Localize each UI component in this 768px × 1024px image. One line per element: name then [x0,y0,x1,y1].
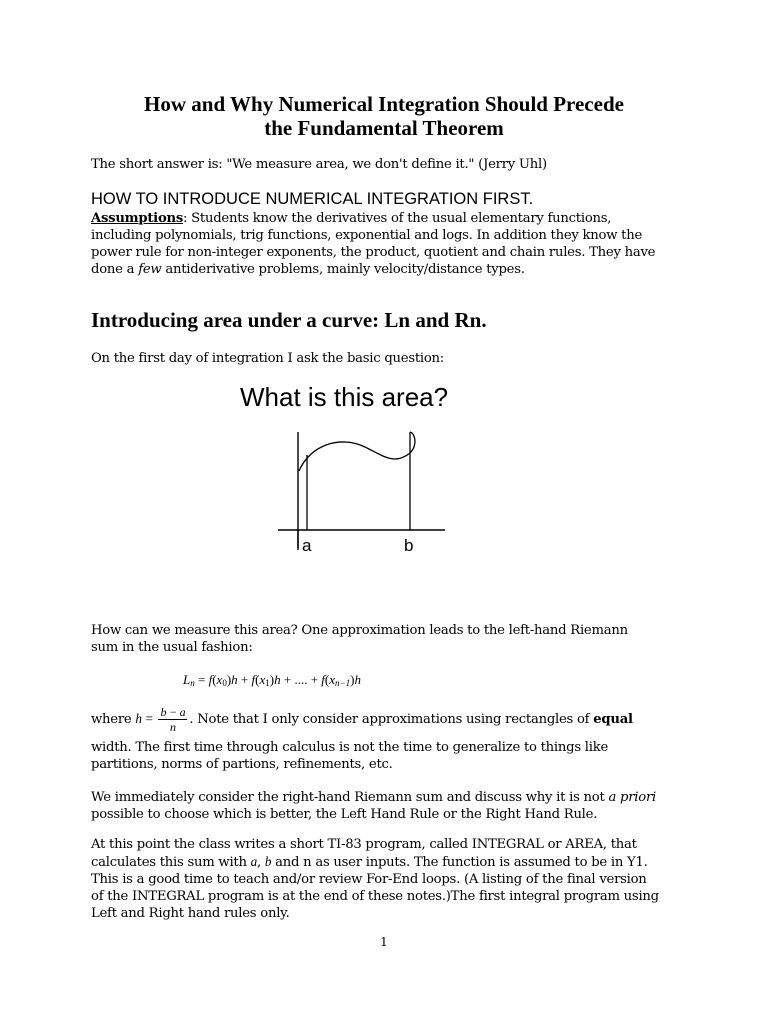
section-heading-area: Introducing area under a curve: Ln and Rn. [91,308,487,332]
formula-fn: f [321,672,325,687]
formula-sub0: 0 [222,678,227,688]
label-b: b [404,536,414,555]
figure-title: What is this area? [240,382,449,412]
program-line-5: Left and Right hand rules only. [91,906,290,921]
var-b: b [264,854,272,869]
where-line-2: width. The first time through calculus is not the time to generalize to things like [91,740,609,755]
assumptions-line-2: including polynomials, trig functions, exponential and logs. In addition they know the [91,228,643,243]
program-line-1: At this point the class writes a short TI-83 program, called INTEGRAL or AREA, that [91,837,637,852]
equal-bold: equal [593,712,633,727]
assumptions-text: : Students know the derivatives of the usual elementary functions, [183,211,612,226]
formula-subn: n−1 [335,678,351,688]
formula-f1: f [251,672,256,687]
formula-plus: + [237,672,252,687]
where-line-3: partitions, norms of partions, refinements, etc. [91,757,393,772]
formula-f0: f [208,672,213,687]
where-line-1 [91,705,706,739]
short-answer: The short answer is: "We measure area, we don't define it." (Jerry Uhl) [91,157,547,172]
assumptions-line-3: power rule for non-integer exponents, the product, quotient and chain rules. They have [91,245,656,260]
title-line-2: the Fundamental Theorem [264,116,504,140]
measure-line-1: How can we measure this area? One approximation leads to the left-hand Riemann [91,623,628,638]
formula-close1: ) [269,672,275,687]
line4-post: antiderivative problems, mainly velocity/distance types. [161,262,525,277]
formula-h0: h [231,672,238,687]
curve [299,432,415,471]
title-line-1: How and Why Numerical Integration Should Precede [144,92,624,116]
where-after: . Note that I only consider approximations using rectangles of [189,712,594,727]
page-number: 1 [380,935,388,949]
program-line-2 [91,853,706,871]
formula-eq: = [194,672,209,687]
right-hand-line-2: possible to choose which is better, the Left Hand Rule or the Right Hand Rule. [91,807,598,822]
formula-x0: x [216,672,223,687]
formula-open0: ( [212,672,217,687]
h-eq: h = [135,711,157,726]
assumptions-paragraph [91,210,701,278]
document-title [70,92,698,140]
right-hand-line-1 [91,789,706,806]
section-heading-numerical: HOW TO INTRODUCE NUMERICAL INTEGRATION FIRST. [91,190,534,208]
riemann-formula [183,671,361,692]
formula-openn: ( [324,672,330,687]
formula-dots: + .... + [280,672,322,687]
formula-xn: x [329,672,336,687]
program-line-4: of the INTEGRAL program is at the end of these notes.)The first integral program using [91,889,659,904]
area-under-curve-figure [270,425,450,560]
label-a: a [302,536,312,555]
formula-sub1: 1 [265,678,270,688]
formula-close0: ) [226,672,232,687]
formula-hn: h [354,672,361,687]
assumptions-line-1 [91,210,701,227]
a-priori: a priori [608,790,656,805]
program-comma: , [257,855,265,870]
program-paragraph [91,836,706,922]
h-fraction [158,705,187,734]
measure-line-2: sum in the usual fashion: [91,640,253,655]
formula-sub-n: n [190,678,195,688]
program-line2-pre: calculates this sum with [91,855,251,870]
assumptions-label: Assumptions [91,211,184,226]
program-line-3: This is a good time to teach and/or review For-End loops. (A listing of the final version [91,872,647,887]
where-word: where [91,712,136,727]
assumptions-line-4 [91,261,701,278]
first-day-intro: On the first day of integration I ask the basic question: [91,351,444,366]
formula-x1: x [259,672,266,687]
line4-emphasis: few [138,262,162,277]
fraction-denominator: n [170,720,176,734]
right-hand-paragraph [91,789,706,823]
line4-pre: done a [91,262,139,277]
program-line2-post: and n as user inputs. The function is assumed to be in Y1. [271,855,648,870]
formula-h1: h [274,672,281,687]
formula-closen: ) [350,672,355,687]
measure-paragraph [91,622,701,656]
var-a: a [250,854,257,869]
right-hand-pre: We immediately consider the right-hand Riemann sum and discuss why it is not [91,790,609,805]
formula-open1: ( [255,672,260,687]
formula-L: L [183,672,191,687]
fraction-numerator: b − a [160,705,186,719]
where-paragraph [91,705,706,773]
